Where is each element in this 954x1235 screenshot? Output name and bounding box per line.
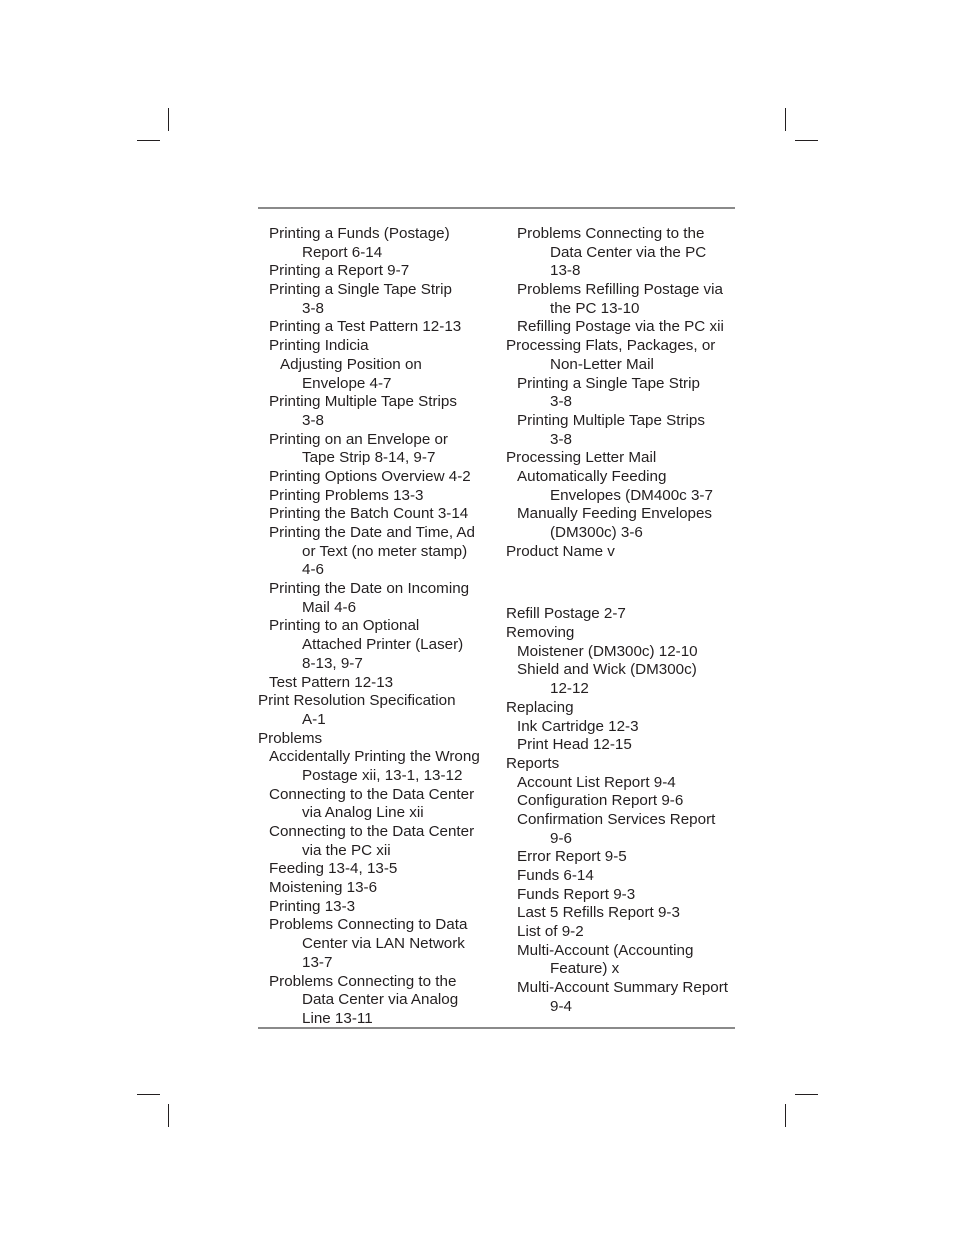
index-entry: Replacing bbox=[506, 698, 574, 716]
index-entry: Printing a Single Tape Strip bbox=[517, 374, 700, 392]
index-entry: Ink Cartridge 12-3 bbox=[517, 717, 639, 735]
index-entry: Problems Connecting to the bbox=[269, 972, 457, 990]
crop-mark bbox=[795, 140, 818, 141]
index-entry: Configuration Report 9-6 bbox=[517, 792, 684, 810]
index-entry: Refilling Postage via the PC xii bbox=[517, 318, 724, 336]
index-entry: Shield and Wick (DM300c) bbox=[517, 661, 697, 679]
index-entry: Printing a Test Pattern 12-13 bbox=[269, 318, 462, 336]
index-entry: Funds Report 9-3 bbox=[517, 885, 636, 903]
index-entry: Product Name v bbox=[506, 542, 615, 560]
index-column-left bbox=[258, 225, 498, 1029]
index-entry: Test Pattern 12-13 bbox=[269, 673, 394, 691]
index-entry: Error Report 9-5 bbox=[517, 848, 627, 866]
index-entry: Connecting to the Data Center bbox=[269, 823, 475, 840]
index-entry: Non-Letter Mail bbox=[550, 355, 654, 373]
index-entry: via Analog Line xii bbox=[302, 804, 424, 822]
index-group-right-bottom bbox=[506, 605, 746, 1016]
index-entry: 3-8 bbox=[302, 299, 324, 317]
index-entry: Report 6-14 bbox=[302, 243, 383, 261]
index-entry: Printing the Batch Count 3-14 bbox=[269, 505, 469, 523]
index-entry: Printing the Date on Incoming bbox=[269, 580, 470, 598]
index-entry: Printing a Report 9-7 bbox=[269, 262, 410, 280]
index-entry: 9-6 bbox=[550, 829, 572, 847]
crop-mark bbox=[168, 108, 169, 131]
index-entry: Printing 13-3 bbox=[269, 897, 356, 915]
index-entry: Processing Flats, Packages, or bbox=[506, 337, 716, 355]
index-entry: Attached Printer (Laser) bbox=[302, 636, 464, 654]
top-rule bbox=[258, 207, 735, 209]
index-entry: 3-8 bbox=[550, 393, 572, 411]
index-entry: the PC 13-10 bbox=[550, 299, 640, 317]
index-entry: Manually Feeding Envelopes bbox=[517, 505, 713, 523]
index-entry: Data Center via the PC bbox=[550, 243, 707, 261]
index-entry: Processing Letter Mail bbox=[506, 449, 657, 467]
index-entry: Printing Problems 13-3 bbox=[269, 486, 424, 504]
index-entry: Envelopes (DM400c 3-7 bbox=[550, 486, 713, 504]
index-entry: 13-8 bbox=[550, 262, 581, 280]
index-entry: or Text (no meter stamp) bbox=[302, 542, 468, 560]
index-entry: Multi-Account (Accounting bbox=[517, 941, 694, 959]
index-entry: Problems Connecting to the bbox=[517, 225, 705, 242]
index-entry: Printing to an Optional bbox=[269, 617, 420, 635]
index-entry: Funds 6-14 bbox=[517, 867, 594, 884]
crop-mark bbox=[168, 1104, 169, 1127]
index-entry: Line 13-11 bbox=[302, 1009, 373, 1027]
index-letter-gap bbox=[506, 561, 746, 605]
index-entry: Printing the Date and Time, Ad bbox=[269, 524, 475, 541]
index-entry: Feeding 13-4, 13-5 bbox=[269, 860, 398, 878]
index-entry: Mail 4-6 bbox=[302, 598, 357, 616]
index-entry: Moistening 13-6 bbox=[269, 879, 378, 897]
index-entry: Printing a Funds (Postage) bbox=[269, 225, 450, 242]
index-entry: 3-8 bbox=[550, 430, 572, 448]
index-entry: Tape Strip 8-14, 9-7 bbox=[302, 449, 436, 467]
index-entry: Multi-Account Summary Report bbox=[517, 979, 729, 997]
index-entry: Automatically Feeding bbox=[517, 467, 667, 485]
index-entry: Feature) x bbox=[550, 960, 620, 978]
index-entry: 4-6 bbox=[302, 561, 324, 579]
index-entry: Moistener (DM300c) 12-10 bbox=[517, 642, 698, 660]
index-entry: Problems Connecting to Data bbox=[269, 916, 468, 934]
index-entry: Problems Refilling Postage via bbox=[517, 281, 723, 299]
index-entry: Printing on an Envelope or bbox=[269, 430, 448, 448]
index-group-right-top bbox=[506, 225, 746, 561]
index-entry: Center via LAN Network bbox=[302, 935, 465, 953]
index-entry: Connecting to the Data Center bbox=[269, 785, 475, 803]
index-entry: Printing Options Overview 4-2 bbox=[269, 467, 471, 485]
index-entry: Envelope 4-7 bbox=[302, 374, 392, 392]
index-entry: Printing a Single Tape Strip bbox=[269, 281, 452, 299]
index-entry: 8-13, 9-7 bbox=[302, 654, 363, 672]
index-entry: 3-8 bbox=[302, 411, 324, 429]
index-entry: 12-12 bbox=[550, 680, 589, 698]
index-entry: Removing bbox=[506, 624, 575, 642]
index-entry: 13-7 bbox=[302, 953, 333, 971]
index-entry: A-1 bbox=[302, 710, 326, 728]
index-entry: Printing Multiple Tape Strips bbox=[517, 411, 705, 429]
index-entry: Accidentally Printing the Wrong bbox=[269, 748, 480, 766]
index-entry: Data Center via Analog bbox=[302, 991, 459, 1009]
index-entry: via the PC xii bbox=[302, 841, 391, 859]
index-entry: Printing Multiple Tape Strips bbox=[269, 393, 457, 411]
index-entry: Adjusting Position on bbox=[280, 355, 422, 373]
crop-mark bbox=[785, 1104, 786, 1127]
index-entry: Refill Postage 2-7 bbox=[506, 605, 626, 623]
index-entry: Postage xii, 13-1, 13-12 bbox=[302, 766, 463, 784]
index-entry: 9-4 bbox=[550, 997, 572, 1015]
index-entry: Confirmation Services Report bbox=[517, 810, 716, 828]
crop-mark bbox=[137, 140, 160, 141]
index-entry: (DM300c) 3-6 bbox=[550, 524, 643, 541]
index-entry: Problems bbox=[258, 729, 323, 747]
index-entry: Reports bbox=[506, 754, 560, 772]
crop-mark bbox=[795, 1094, 818, 1095]
index-entry: Print Head 12-15 bbox=[517, 736, 632, 754]
index-entry: Printing Indicia bbox=[269, 337, 369, 355]
index-entry: Last 5 Refills Report 9-3 bbox=[517, 904, 680, 922]
crop-mark bbox=[137, 1094, 160, 1095]
index-entry: Print Resolution Specification bbox=[258, 692, 456, 710]
crop-mark bbox=[785, 108, 786, 131]
index-column-right bbox=[506, 225, 746, 1017]
index-entry: List of 9-2 bbox=[517, 923, 584, 941]
index-entry: Account List Report 9-4 bbox=[517, 773, 676, 791]
